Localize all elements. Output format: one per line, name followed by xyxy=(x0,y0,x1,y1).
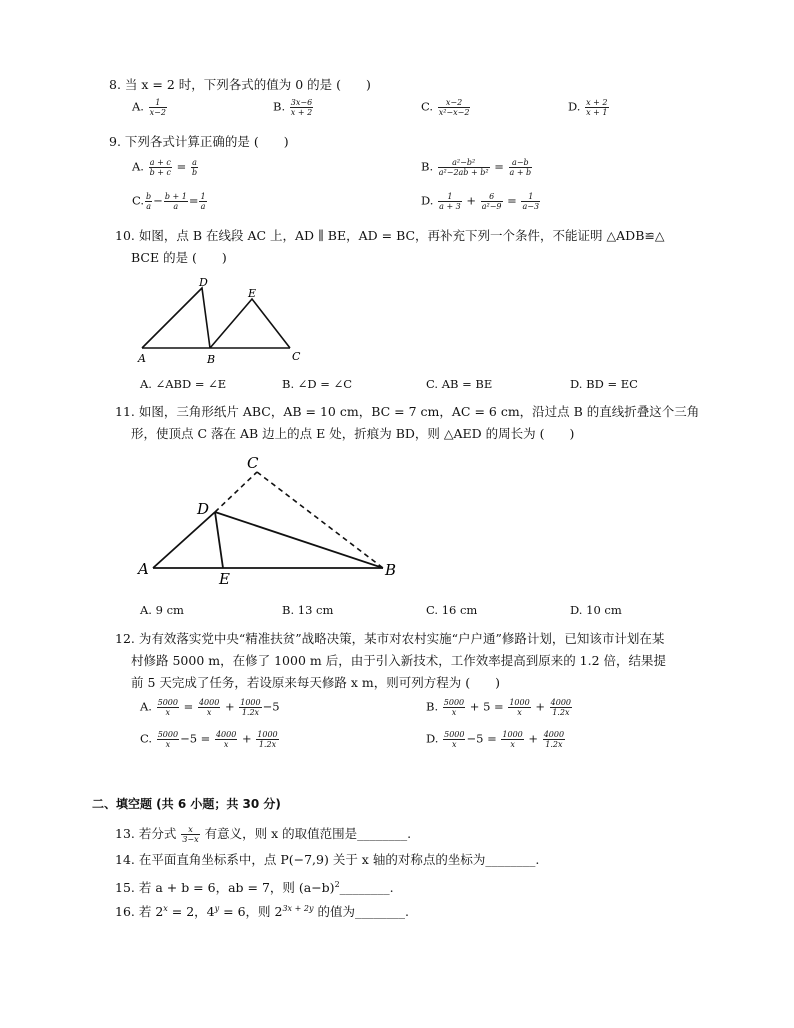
frac-num: x xyxy=(181,825,199,835)
option-letter: C. xyxy=(421,99,434,114)
q13-line xyxy=(115,825,411,844)
q9-option-c[interactable]: C. $\frac{b}{a}$ − $\frac{b + 1}{a}$ = $\frac{1}{a}$ xyxy=(132,192,206,211)
label-d: D xyxy=(197,500,210,518)
q8-stem: 8. 当 x = 2 时，下列各式的值为 0 的是 ( ) xyxy=(109,77,371,92)
frac-num: 6 xyxy=(481,192,503,202)
frac-num: b + 1 xyxy=(164,192,187,201)
mid-term: −5 xyxy=(466,731,484,746)
dashed-cb xyxy=(257,472,383,568)
q15-exponent: 2 xyxy=(334,880,340,889)
frac-den: x + 2 xyxy=(290,108,313,117)
q8-option-d[interactable] xyxy=(568,98,610,117)
frac-den: b xyxy=(191,168,198,177)
frac-den: a + b xyxy=(509,168,532,177)
q16-exponent: y xyxy=(214,904,220,913)
option-letter: C. xyxy=(132,193,145,208)
frac-den: x + 1 xyxy=(586,108,608,117)
q15-post: ________. xyxy=(339,880,394,896)
label-c: C xyxy=(247,454,259,472)
q16-exponent: x xyxy=(163,904,168,913)
q11-option-a[interactable]: A. 9 cm xyxy=(140,603,184,617)
triangle-adb xyxy=(142,288,210,348)
q16-text: 16. 若 2 xyxy=(115,904,164,920)
q14-line: 14. 在平面直角坐标系中，点 P(−7,9) 关于 x 轴的对称点的坐标为________. xyxy=(115,852,540,867)
label-b: B xyxy=(385,561,397,579)
frac-num: 5000 xyxy=(443,698,465,707)
frac-num: a + c xyxy=(149,158,171,167)
frac-num: 1000 xyxy=(257,730,278,739)
frac-num: 1 xyxy=(149,98,167,108)
option-letter: B. xyxy=(273,99,286,114)
frac-den: a xyxy=(173,202,179,211)
frac-den: x xyxy=(165,740,171,749)
label-c: C xyxy=(292,350,301,363)
option-letter: A. xyxy=(132,159,144,174)
frac-den: x xyxy=(223,740,229,749)
label-e: E xyxy=(248,287,257,300)
q11-option-c[interactable]: C. 16 cm xyxy=(426,603,478,617)
frac-num: 5000 xyxy=(157,698,178,707)
dashed-dc xyxy=(215,472,257,512)
label-d: D xyxy=(199,276,208,289)
label-b: B xyxy=(207,353,216,366)
q9-stem: 9. 下列各式计算正确的是 ( ) xyxy=(109,134,289,149)
q10-stem-line1: 10. 如图，点 B 在线段 AC 上，AD ∥ BE，AD = BC，再补充下列一个条件，不能证明 △ADB≌△ xyxy=(115,228,665,243)
q10-figure xyxy=(130,272,320,368)
q11-option-d[interactable]: D. 10 cm xyxy=(570,603,622,617)
frac-num: x + 2 xyxy=(586,98,608,107)
frac-num: a²−b² xyxy=(438,158,490,168)
frac-num: a xyxy=(192,158,197,167)
frac-num: 1 xyxy=(521,192,540,202)
q12-option-a[interactable]: A. $\frac{5000}{x}$ = $\frac{4000}{x}$ + $\frac{1000}{1.2x}$ −5 xyxy=(140,698,280,717)
frac-den: 1.2x xyxy=(545,740,563,749)
frac-den: a xyxy=(146,202,151,211)
option-letter: D. xyxy=(421,193,434,208)
frac-num: 1000 xyxy=(509,698,530,707)
label-a: A xyxy=(138,560,149,578)
q9-option-a[interactable]: A. $\frac{a + c}{b + c}$ = $\frac{a}{b}$ xyxy=(132,158,198,177)
q13-pre: 13. 若分式 xyxy=(115,826,177,841)
q12-option-d[interactable]: D. $\frac{5000}{x}$ −5 = $\frac{1000}{x}$ + $\frac{4000}{1.2x}$ xyxy=(426,730,565,749)
frac-num: b xyxy=(146,192,152,201)
q12-stem-line2: 村修路 5000 m，在修了 1000 m 后，由于引入新技术，工作效率提高到原来的 1.2 倍，结果提 xyxy=(131,653,667,668)
q11-figure xyxy=(135,448,410,588)
frac-num: 5000 xyxy=(444,730,465,739)
label-e: E xyxy=(219,570,230,588)
option-letter: D. xyxy=(568,99,581,114)
frac-den: a²−9 xyxy=(481,202,502,211)
frac-num: x−2 xyxy=(438,98,471,108)
frac-num: 4000 xyxy=(215,730,237,739)
option-letter: B. xyxy=(421,159,434,174)
frac-den: x²−x−2 xyxy=(438,108,470,117)
frac-num: 5000 xyxy=(157,730,179,739)
q11-stem-line1: 11. 如图，三角形纸片 ABC，AB = 10 cm，BC = 7 cm，AC = 6 cm，沿过点 B 的直线折叠这个三角 xyxy=(115,404,700,419)
frac-den: a + 3 xyxy=(439,202,461,211)
frac-den: a xyxy=(200,202,206,211)
frac-den: b + c xyxy=(149,168,172,177)
frac-num: 1000 xyxy=(502,730,523,739)
frac-den: x xyxy=(510,740,515,749)
frac-num: 1 xyxy=(438,192,462,202)
frac-num: 3x−6 xyxy=(290,98,313,107)
frac-den: 1.2x xyxy=(241,708,260,717)
q16-line xyxy=(115,900,409,921)
frac-den: x xyxy=(206,708,212,717)
q15-pre: 15. 若 a + b = 6，ab = 7，则 (a−b) xyxy=(115,880,335,896)
q9-option-b[interactable]: B. $\frac{\text{a²−b²}}{\text{a²−2ab + b²}}$ = $\frac{a-b}{a + b}$ xyxy=(421,158,532,177)
frac-den: x xyxy=(517,708,522,717)
frac-den: 3−x xyxy=(182,835,199,844)
q12-option-c[interactable]: C. $\frac{5000}{x}$ −5 = $\frac{4000}{x}$ + $\frac{1000}{1.2x}$ xyxy=(140,730,278,749)
frac-num: 1000 xyxy=(240,698,261,707)
q10-option-b[interactable]: B. ∠D = ∠C xyxy=(282,377,352,391)
frac-den: 1.2x xyxy=(552,708,570,717)
frac-num: 4000 xyxy=(198,698,220,707)
q16-text: = 2，4 xyxy=(167,904,215,920)
q10-option-d[interactable]: D. BD = EC xyxy=(570,377,638,391)
option-letter: A. xyxy=(132,99,144,114)
q10-option-a[interactable]: A. ∠ABD = ∠E xyxy=(140,377,227,391)
label-a: A xyxy=(138,352,146,365)
crease-bd xyxy=(215,512,383,568)
frac-num: a−b xyxy=(509,158,533,168)
frac-den: x xyxy=(452,740,457,749)
frac-num: 4000 xyxy=(550,698,572,707)
triangle-bce xyxy=(210,299,290,348)
q15-line xyxy=(115,876,394,897)
q16-exponent: 3x + 2y xyxy=(282,904,314,913)
q11-option-b[interactable]: B. 13 cm xyxy=(282,603,334,617)
mid-term: −5 xyxy=(180,731,198,746)
q11-stem-line2: 形，使顶点 C 落在 AB 边上的点 E 处，折痕为 BD，则 △AED 的周长为 ( ) xyxy=(131,426,575,441)
q16-text: = 6，则 2 xyxy=(219,904,283,920)
option-letter: A. xyxy=(140,699,152,714)
frac-den: x−2 xyxy=(149,108,166,117)
mid-term: + 5 xyxy=(469,699,491,714)
q8-option-c[interactable] xyxy=(421,98,471,117)
frac-den: x xyxy=(165,708,171,717)
option-letter: C. xyxy=(140,731,153,746)
tail-term: −5 xyxy=(262,699,280,714)
frac-den: a−3 xyxy=(522,202,540,211)
q12-stem-line1: 12. 为有效落实党中央“精准扶贫”战略决策，某市对农村实施“户户通”修路计划，已知该市计划在某 xyxy=(115,631,665,646)
frac-den: x xyxy=(451,708,457,717)
frac-den: a²−2ab + b² xyxy=(438,168,489,177)
section-title-fill-in: 二、填空题 (共 6 小题；共 30 分) xyxy=(92,797,281,811)
option-letter: B. xyxy=(426,699,439,714)
segment-ad xyxy=(153,512,215,568)
segment-de xyxy=(215,512,223,568)
q12-option-b[interactable]: B. $\frac{5000}{x}$ + 5 = $\frac{1000}{x}$ + $\frac{4000}{1.2x}$ xyxy=(426,698,572,717)
frac-num: 1 xyxy=(200,192,206,201)
frac-num: 4000 xyxy=(543,730,565,739)
frac-den: 1.2x xyxy=(258,740,277,749)
q16-text: 的值为________. xyxy=(313,904,409,920)
q12-stem-line3: 前 5 天完成了任务，若设原来每天修路 x m，则可列方程为 ( ) xyxy=(131,675,500,690)
option-letter: D. xyxy=(426,731,439,746)
q9-option-d[interactable]: D. $\frac{1}{a + 3}$ + $\frac{6}{\text{a²−9}}$ = $\frac{1}{a-3}$ xyxy=(421,192,540,211)
q10-option-c[interactable]: C. AB = BE xyxy=(426,377,493,391)
q8-option-b[interactable] xyxy=(273,98,314,117)
q13-post: 有意义，则 x 的取值范围是________. xyxy=(204,826,412,841)
q10-stem-line2: BCE 的是 ( ) xyxy=(131,250,227,265)
q8-option-a[interactable] xyxy=(132,98,168,117)
